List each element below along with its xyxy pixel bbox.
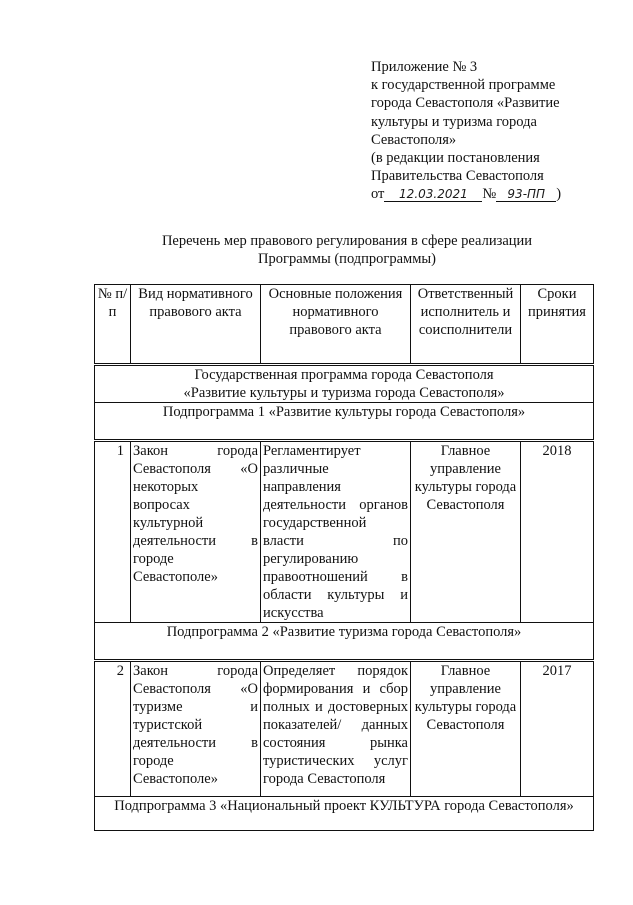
- from-prefix: от: [371, 186, 385, 203]
- appendix-header: [371, 58, 611, 204]
- appendix-line: Приложение № 3: [371, 59, 478, 75]
- appendix-line: (в редакции постановления: [371, 150, 540, 167]
- col-header-number: № п/п: [95, 285, 131, 365]
- appendix-line: культуры и туризма города: [371, 113, 537, 130]
- subprogram-3-title: Подпрограмма 3 «Национальный проект КУЛЬТУРА города Севастополя»: [95, 797, 594, 831]
- row-executor: Главное управление культуры города Севастополя: [411, 661, 521, 797]
- title-line-1: Перечень мер правового регулирования в сфере реализации: [161, 233, 533, 249]
- title-line-2: Программы (подпрограммы): [258, 251, 436, 267]
- subprogram-1-title: Подпрограмма 1 «Развитие культуры города Севастополя»: [95, 403, 594, 441]
- row-provisions: Регламентирует различные направления деятельности органов государственной власти по регулированию правоотношений в области культуры и искусства: [261, 441, 411, 623]
- closing-paren: ): [556, 186, 562, 203]
- table-row: [95, 661, 594, 797]
- subprogram-2-title: Подпрограмма 2 «Развитие туризма города Севастополя»: [95, 623, 594, 661]
- program-row: [95, 365, 594, 403]
- subprogram-row: [95, 403, 594, 441]
- appendix-line: Правительства Севастополя: [371, 168, 544, 185]
- table-header-row: [95, 285, 594, 365]
- program-title: [95, 365, 594, 403]
- appendix-line: Севастополя»: [371, 131, 457, 148]
- row-executor: Главное управление культуры города Севастополя: [411, 441, 521, 623]
- handwritten-date: 12.03.2021: [384, 187, 482, 202]
- row-number: 2: [95, 661, 131, 797]
- table-row: [95, 441, 594, 623]
- appendix-line: к государственной программе: [371, 77, 556, 94]
- row-year: 2018: [521, 441, 594, 623]
- program-title-line-2: «Развитие культуры и туризма города Севастополя»: [183, 385, 505, 401]
- row-year: 2017: [521, 661, 594, 797]
- col-header-deadline: Сроки принятия: [521, 285, 594, 365]
- subprogram-row: [95, 797, 594, 831]
- resolution-date-row: [371, 185, 611, 203]
- program-title-line-1: Государственная программа города Севастополя: [194, 367, 494, 383]
- row-act-type: Закон города Севастополя «О некоторых вопросах культурной деятельности в городе Севастополе»: [131, 441, 261, 623]
- col-header-executor: Ответственный исполнитель и соисполнители: [411, 285, 521, 365]
- regulation-measures-table: [94, 284, 594, 831]
- subprogram-row: [95, 623, 594, 661]
- number-prefix: №: [482, 186, 497, 203]
- col-header-act-type: Вид нормативного правового акта: [131, 285, 261, 365]
- row-provisions: Определяет порядок формирования и сбор полных и достоверных показателей/ данных состояния рынка туристических услуг города Севастополя: [261, 661, 411, 797]
- appendix-line: города Севастополя «Развитие: [371, 95, 560, 112]
- document-title: [100, 232, 594, 268]
- col-header-provisions: Основные положения нормативного правового акта: [261, 285, 411, 365]
- handwritten-number: 93-ПП: [496, 187, 556, 202]
- row-number: 1: [95, 441, 131, 623]
- row-act-type: Закон города Севастополя «О туризме и туристской деятельности в городе Севастополе»: [131, 661, 261, 797]
